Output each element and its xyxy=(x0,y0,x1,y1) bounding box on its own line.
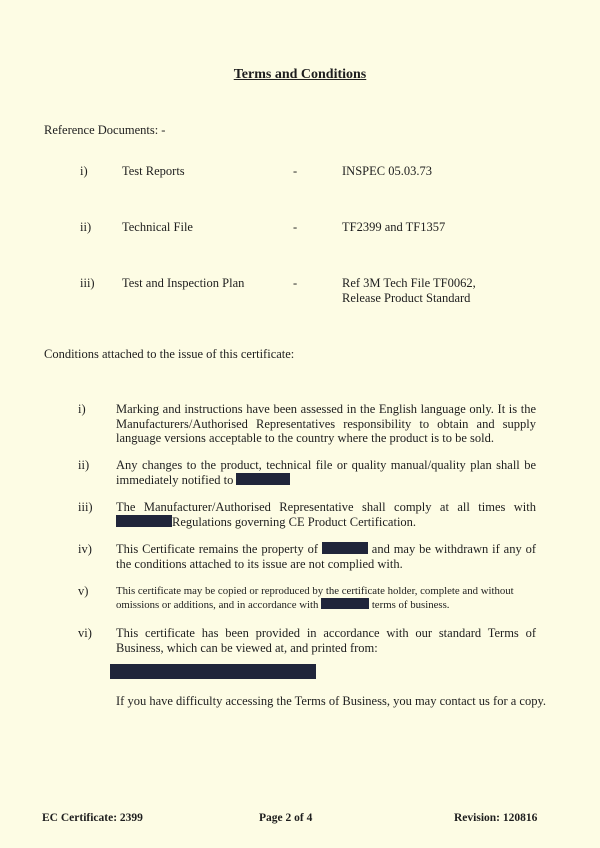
redacted-block xyxy=(321,598,369,609)
page-title: Terms and Conditions xyxy=(233,67,367,82)
condition-text xyxy=(116,458,536,487)
condition-number: vi) xyxy=(78,626,92,640)
condition-number: iv) xyxy=(78,542,92,556)
reference-dash: - xyxy=(293,220,298,234)
conditions-heading: Conditions attached to the issue of this certificate: xyxy=(44,347,295,361)
reference-value: TF2399 and TF1357 xyxy=(342,220,446,234)
condition-text-part: Any changes to the product, technical file or quality manual/quality plan shall be immediately notified to xyxy=(116,458,536,487)
redacted-url xyxy=(110,664,316,679)
reference-value-line: Ref 3M Tech File TF0062, xyxy=(342,276,476,290)
condition-number: v) xyxy=(78,584,89,598)
condition-text-part: This certificate may be copied or reproduced by the certificate holder, complete and without omissions or additions, and in accordance with xyxy=(116,585,514,611)
reference-number: iii) xyxy=(80,276,95,290)
footer-certificate-number: EC Certificate: 2399 xyxy=(42,812,143,824)
reference-documents-heading: Reference Documents: - xyxy=(44,123,166,137)
footer-revision: Revision: 120816 xyxy=(454,812,538,824)
reference-value: INSPEC 05.03.73 xyxy=(342,164,432,178)
condition-text-part: terms of business. xyxy=(371,599,450,611)
condition-text xyxy=(116,500,536,529)
reference-label: Test Reports xyxy=(122,164,185,178)
condition-text-followup: If you have difficulty accessing the Terms of Business, you may contact us for a copy. xyxy=(116,694,547,708)
reference-label: Test and Inspection Plan xyxy=(122,276,245,290)
redacted-block xyxy=(322,542,368,554)
redacted-block xyxy=(116,515,172,527)
condition-text xyxy=(116,542,536,571)
condition-text-part: This Certificate remains the property of xyxy=(116,542,318,556)
footer-page-number: Page 2 of 4 xyxy=(259,812,313,824)
reference-value xyxy=(342,276,542,306)
redacted-block xyxy=(236,473,290,485)
reference-value-line: Release Product Standard xyxy=(342,291,471,305)
condition-text xyxy=(116,584,536,612)
condition-number: ii) xyxy=(78,458,90,472)
reference-label: Technical File xyxy=(122,220,193,234)
condition-text: Marking and instructions have been assessed in the English language only. It is the Manufacturers/Authorised Representatives responsibility to obtain and supply language versions acceptable to the country where the product is to be sold. xyxy=(116,402,536,445)
reference-number: ii) xyxy=(80,220,92,234)
condition-text-part: and may be withdrawn if any of the conditions attached to its issue are not complied with. xyxy=(116,542,537,571)
condition-text-part: Regulations governing CE Product Certification. xyxy=(172,514,417,529)
condition-number: i) xyxy=(78,402,86,416)
reference-dash: - xyxy=(293,164,298,178)
condition-text: This certificate has been provided in accordance with our standard Terms of Business, which can be viewed at, and printed from: xyxy=(116,626,536,655)
condition-number: iii) xyxy=(78,500,93,514)
reference-number: i) xyxy=(80,164,88,178)
reference-dash: - xyxy=(293,276,298,290)
condition-text-part: The Manufacturer/Authorised Representative shall comply at all times with xyxy=(116,500,536,514)
